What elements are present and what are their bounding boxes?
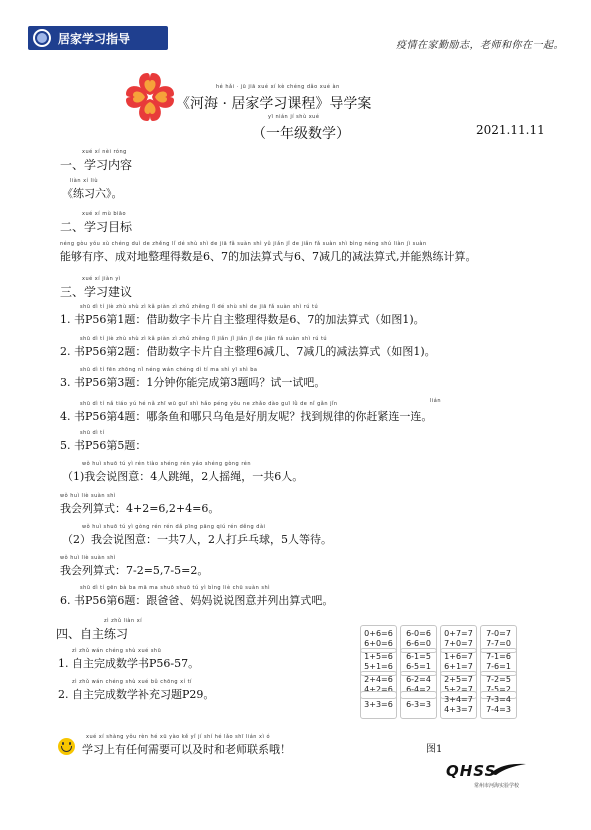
sub-item-4: 我会列算式：7-2=5,7-5=2。 [60, 564, 209, 577]
card: 6-3=3 [400, 691, 437, 719]
section-1-title: 一、学习内容 [60, 158, 133, 172]
card: 1+5=6 5+1=6 [360, 648, 397, 676]
section-1-pinyin: xué xí nèi róng [82, 149, 127, 155]
section-2-pinyin: xué xí mù biāo [82, 211, 127, 217]
footer-pinyin: xué xí shàng yǒu rèn hé xū yào kě yǐ jí shí hé lǎo shī lián xì ó [86, 734, 271, 740]
card: 6-1=5 6-5=1 [400, 648, 437, 676]
section-2-title: 二、学习目标 [60, 220, 133, 234]
sub-item-2: 我会列算式：4+2=6,2+4=6。 [60, 502, 220, 515]
suggestion-5-pinyin: shū dì tí [80, 430, 105, 436]
flower-logo-icon [123, 70, 177, 124]
sub-item-1: （1)我会说图意：4人跳绳，2人摇绳，一共6人。 [62, 470, 304, 483]
smiley-eye-left [62, 742, 64, 745]
card: 2+4=6 4+2=6 [360, 671, 397, 699]
practice-1-pinyin: zì zhǔ wán chéng shù xué shū [72, 648, 162, 654]
card: 7-1=6 7-6=1 [480, 648, 517, 676]
card: 1+6=7 6+1=7 [440, 648, 477, 676]
suggestion-3: 3. 书P56第3题：1分钟你能完成第3题吗？试一试吧。 [60, 376, 326, 389]
card: 3+3=6 [360, 691, 397, 719]
card: 7-3=4 7-4=3 [480, 691, 517, 719]
smiley-eye-right [69, 742, 71, 745]
page-date: 2021.11.11 [476, 123, 545, 137]
section-2-content: 能够有序、成对地整理得数是6、7的加法算式与6、7减几的减法算式,并能熟练计算。 [60, 250, 477, 263]
sub-item-5-pinyin: shū dì tí gēn bà ba mā ma shuō shuō tú yì bìng liè chū suàn shì [80, 585, 271, 591]
practice-2-pinyin: zì zhǔ wán chéng shù xué bǔ chōng xí tí [72, 679, 192, 685]
subtitle-pinyin: yī nián jí shù xué [268, 114, 320, 120]
card: 3+4=7 4+3=7 [440, 691, 477, 719]
suggestion-1-pinyin: shū dì tí jiè zhù shù zì kǎ piàn zì zhǔ zhěng lǐ dé shù shì de jiā fǎ suàn shì rú tú [80, 304, 319, 310]
suggestion-4-pinyin: shū dì tí nǎ tiáo yú hé nǎ zhī wū guī shì hǎo péng yǒu ne zhǎo dào guī lǜ de nǐ gǎn jǐn [80, 401, 338, 407]
section-3-title: 三、学习建议 [60, 285, 133, 299]
sub-item-1-pinyin: wǒ huì shuō tú yì rén tiào shéng rén yáo shéng gòng rén [82, 461, 252, 467]
page-title: 《河海 · 居家学习课程》导学案 [176, 96, 372, 112]
footer-note: 学习上有任何需要可以及时和老师联系哦！ [82, 743, 291, 756]
practice-1: 1. 自主完成数学书P56-57。 [58, 657, 200, 670]
card: 0+6=6 6+0=6 [360, 625, 397, 653]
card: 6-2=4 6-4=2 [400, 671, 437, 699]
qhss-swoosh-icon [488, 762, 528, 776]
sub-item-3: （2）我会说图意：一共7人，2人打乒乓球，5人等待。 [62, 533, 332, 546]
sub-item-3-pinyin: wǒ huì shuō tú yì gòng rén rén dǎ pīng pāng qiú rén děng dài [82, 524, 266, 530]
page-subtitle: （一年级数学） [252, 126, 350, 142]
suggestion-5: 5. 书P56第5题： [60, 439, 147, 452]
qhss-logo: QHSS [446, 762, 497, 780]
section-2-content-pinyin: néng gòu yǒu xù chéng duì de zhěng lǐ dé shù shì de jiā fǎ suàn shì yǔ jiǎn jǐ de jiǎn fǎ suàn shì bìng néng shú liàn jì suàn [60, 241, 427, 247]
section-3-pinyin: xué xí jiàn yì [82, 276, 121, 282]
card: 2+5=7 5+2=7 [440, 671, 477, 699]
title-pinyin: hé hǎi · jū jiā xué xí kè chéng dǎo xué àn [216, 84, 340, 90]
sub-item-2-pinyin: wǒ huì liè suàn shì [60, 493, 116, 499]
figure-1-label: 图1 [426, 744, 443, 755]
header-label: 居家学习指导 [58, 32, 131, 46]
section-1-content: 《练习六》。 [62, 187, 123, 200]
section-4-pinyin: zì zhǔ liàn xí [104, 618, 143, 624]
practice-2: 2. 自主完成数学补充习题P29。 [58, 688, 215, 701]
suggestion-3-pinyin: shū dì tí fēn zhōng nǐ néng wán chéng dì tí ma shì yī shì ba [80, 367, 258, 373]
suggestion-2: 2. 书P56第2题：借助数字卡片自主整理6减几、7减几的减法算式（如图1)。 [60, 345, 436, 358]
section-1-content-pinyin: liàn xí liù [70, 178, 98, 184]
qhss-school-name: 常州市河海实验学校 [474, 783, 520, 789]
sub-item-5: 6. 书P56第6题：跟爸爸、妈妈说说图意并列出算式吧。 [60, 594, 334, 607]
suggestion-4: 4. 书P56第4题：哪条鱼和哪只乌龟是好朋友呢？找到规律的你赶紧连一连。 [60, 410, 433, 423]
figure-1-grid [360, 625, 520, 717]
suggestion-2-pinyin: shū dì tí jiè zhù shù zì kǎ piàn zì zhǔ zhěng lǐ jiǎn jǐ jiǎn jǐ de jiǎn fǎ suàn shì rú tú [80, 336, 328, 342]
card: 7-0=7 7-7=0 [480, 625, 517, 653]
suggestion-4-extra-pinyin: lián [430, 398, 442, 404]
card: 0+7=7 7+0=7 [440, 625, 477, 653]
section-4-title: 四、自主练习 [56, 627, 129, 641]
school-logo-inner [37, 33, 47, 43]
card: 6-0=6 6-6=0 [400, 625, 437, 653]
card: 7-2=5 7-5=2 [480, 671, 517, 699]
suggestion-1: 1. 书P56第1题：借助数字卡片自主整理得数是6、7的加法算式（如图1)。 [60, 313, 425, 326]
sub-item-4-pinyin: wǒ huì liè suàn shì [60, 555, 116, 561]
header-slogan: 疫情在家勤励志，老师和你在一起。 [396, 40, 564, 51]
